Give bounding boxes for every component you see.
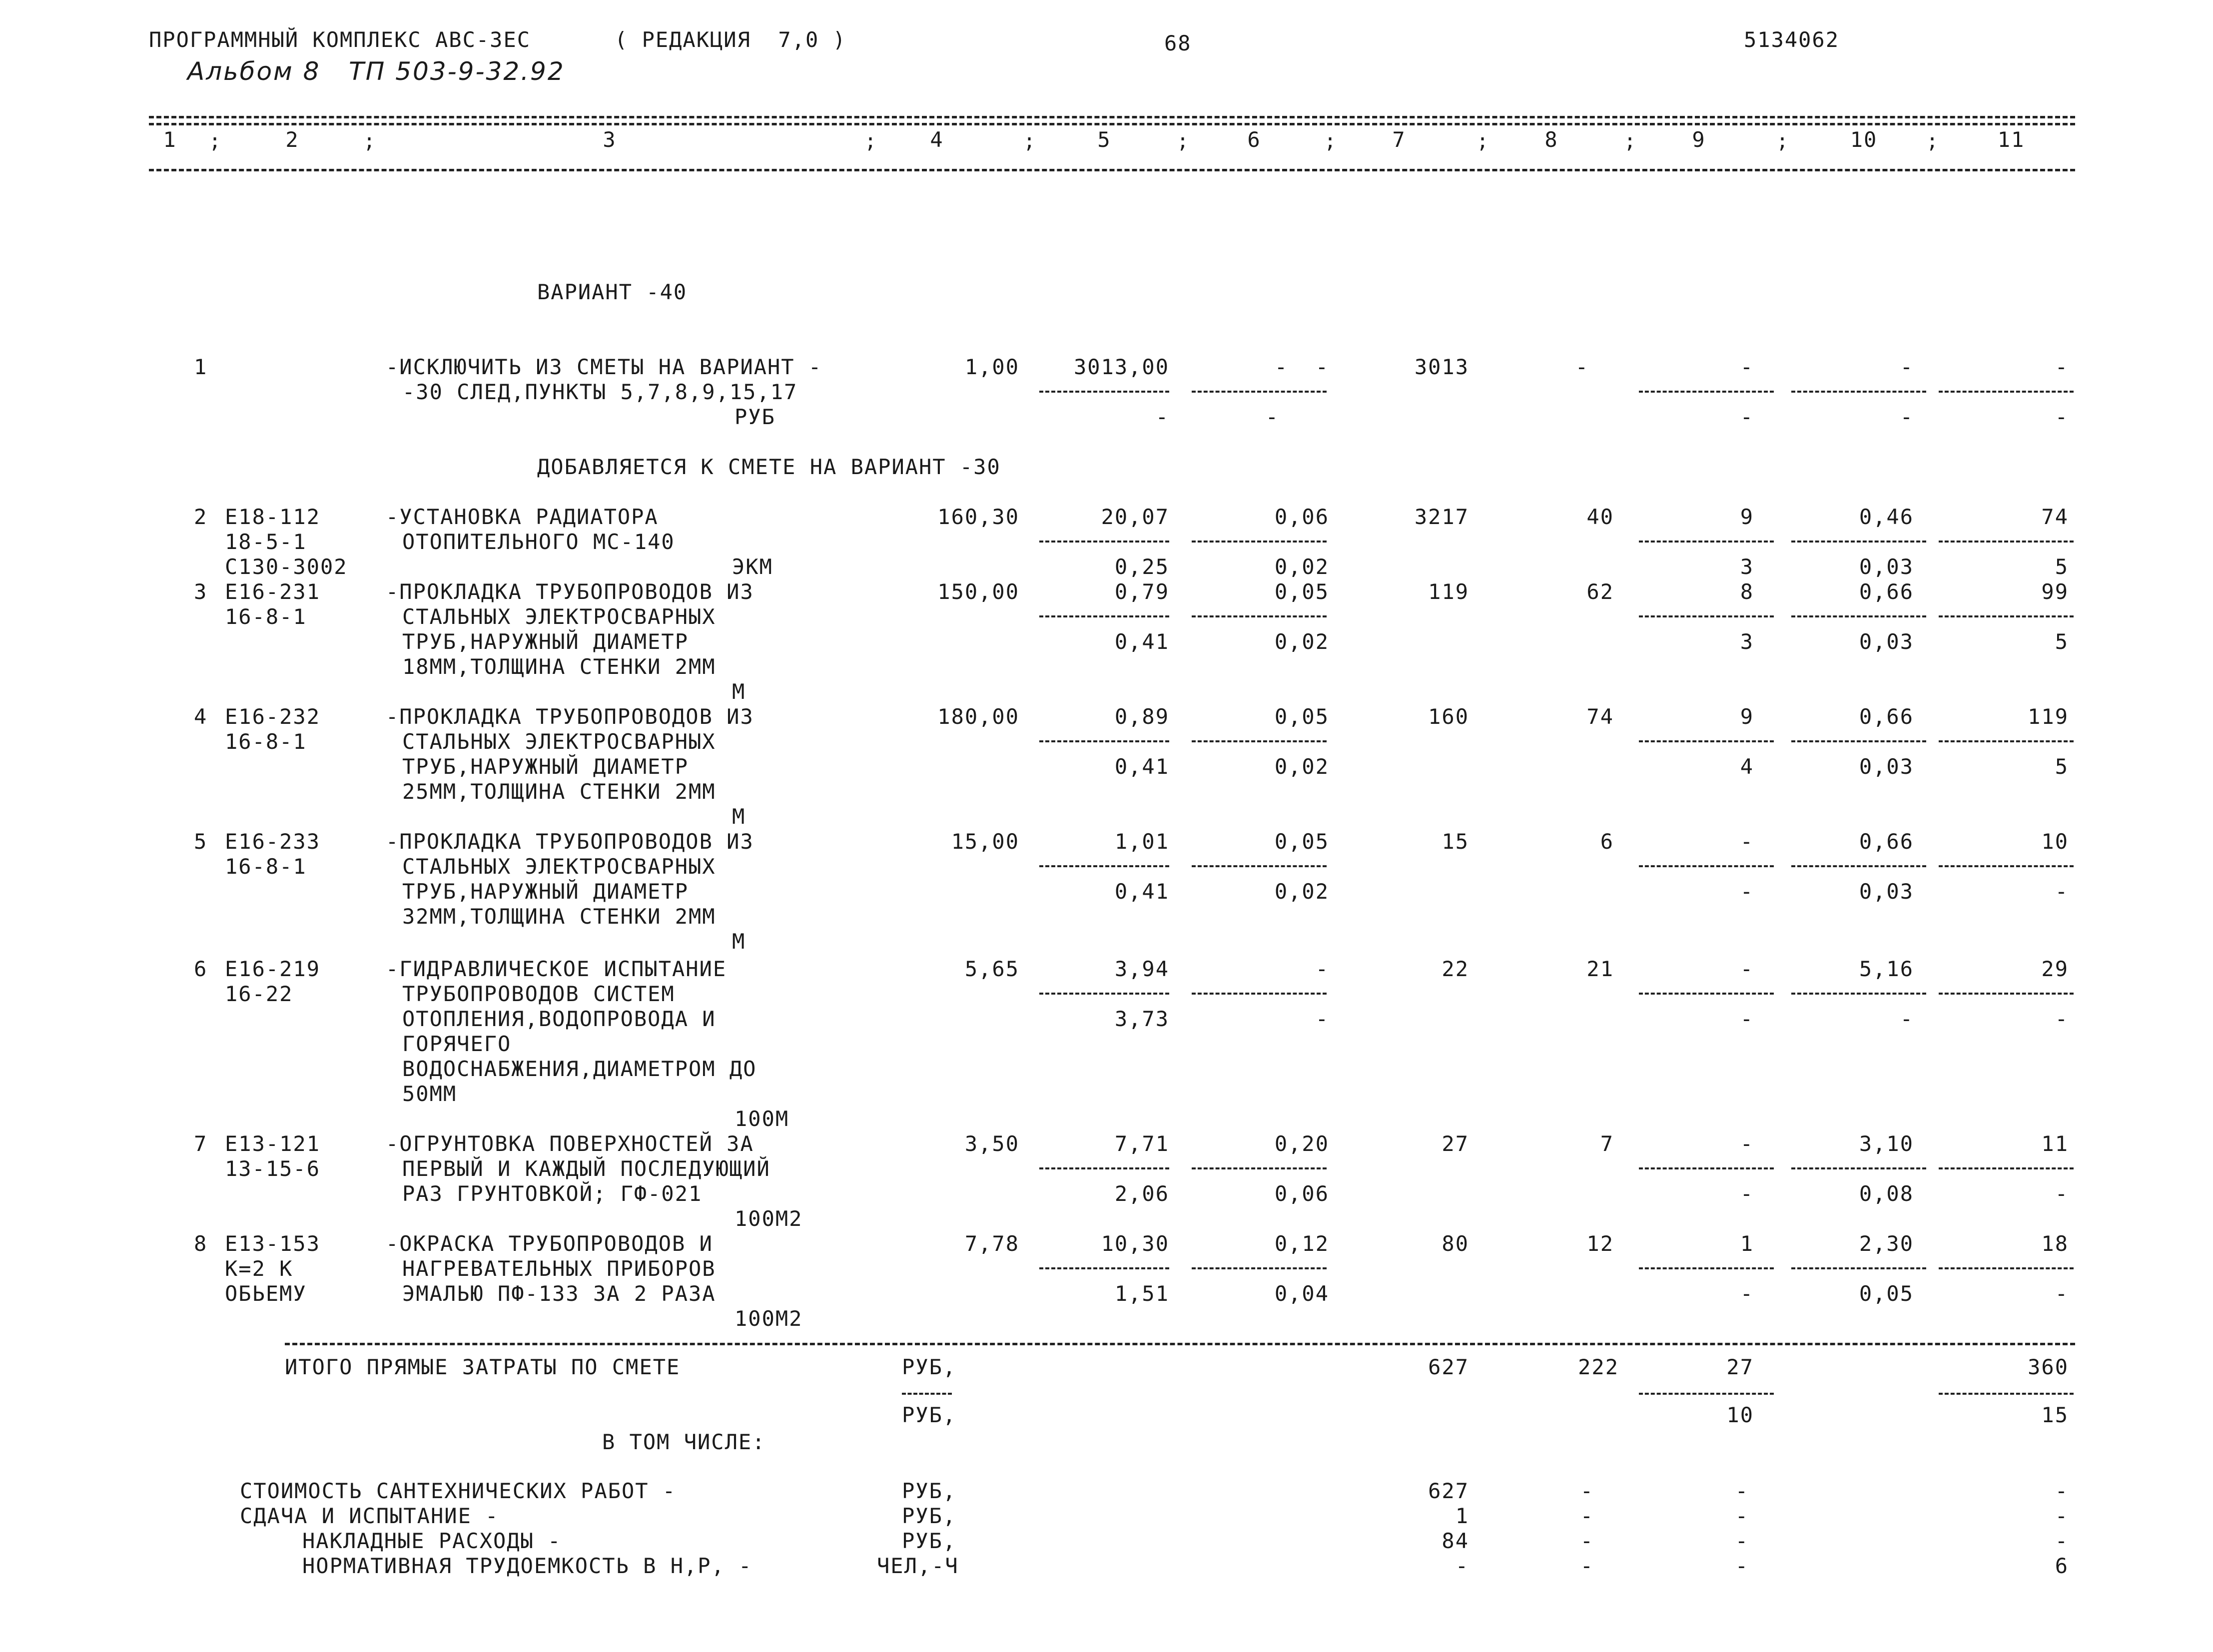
page-number: 68 (1164, 31, 1192, 55)
fraction-line (1192, 993, 1327, 995)
row-description: -ГИДРАВЛИЧЕСКОЕ ИСПЫТАНИЕ (386, 957, 727, 981)
column-header: 6 (1247, 127, 1261, 152)
cell-col4: 1,00 (964, 355, 1019, 379)
totals-label: ИТОГО ПРЯМЫЕ ЗАТРАТЫ ПО СМЕТЕ (285, 1355, 681, 1379)
cell-c6b-sub: - (1315, 1007, 1329, 1031)
cell-c7: 15 (1442, 829, 1469, 854)
fraction-line (1639, 391, 1774, 393)
cell-c11b-sub: - (2055, 1007, 2069, 1031)
cell-c11: 74 (2041, 505, 2069, 529)
fraction-line (1791, 541, 1926, 543)
cell-c6: 0,20 (1274, 1131, 1329, 1156)
fraction-line (1939, 391, 2074, 393)
cell-c11: 11 (2041, 1131, 2069, 1156)
row-description: -30 СЛЕД,ПУНКТЫ 5,7,8,9,15,17 (402, 380, 798, 404)
row-unit: М (732, 679, 746, 704)
header-top-rule-2 (149, 123, 2075, 125)
column-separator: ; (1023, 130, 1037, 153)
row-description: ТРУБ,НАРУЖНЫЙ ДИАМЕТР (402, 879, 689, 904)
column-separator: ; (1624, 130, 1637, 153)
cell-c10: 0,66 (1859, 579, 1914, 604)
fraction-line (1639, 1167, 1774, 1169)
cell-c9b-sub: - (1740, 1181, 1754, 1206)
row-unit: РУБ (735, 405, 775, 429)
column-header: 8 (1544, 127, 1558, 152)
cell-c8: 62 (1586, 579, 1614, 604)
cell-c5: 1,01 (1114, 829, 1169, 854)
row-number: 1 (194, 355, 208, 379)
cell-c6: 0,06 (1274, 505, 1329, 529)
cell-c5b-sub: 0,41 (1114, 754, 1169, 779)
row-description: ТРУБОПРОВОДОВ СИСТЕМ (402, 982, 675, 1006)
row-description: СТАЛЬНЫХ ЭЛЕКТРОСВАРНЫХ (402, 729, 716, 754)
row-description: -ПРОКЛАДКА ТРУБОПРОВОДОВ ИЗ (386, 829, 754, 854)
fraction-line (1639, 615, 1774, 617)
cell-c10b-sub: 0,03 (1859, 754, 1914, 779)
totals-unit: РУБ, (902, 1355, 957, 1379)
row-code: Е16-232 (225, 704, 321, 729)
cell-col9: - (1740, 355, 1754, 379)
cell-c11: 18 (2041, 1231, 2069, 1256)
cell-c11b-sub: 5 (2055, 754, 2069, 779)
row-description: 25ММ,ТОЛЩИНА СТЕНКИ 2ММ (402, 779, 716, 804)
column-separator: ; (1926, 130, 1940, 153)
cell-c10b-sub: - (1900, 1007, 1914, 1031)
fraction-line (1639, 740, 1774, 742)
fraction-line (1192, 1167, 1327, 1169)
including-label: В ТОМ ЧИСЛЕ: (602, 1430, 766, 1454)
cell-c9b-sub: 4 (1740, 754, 1754, 779)
fraction-line (1039, 1167, 1169, 1169)
fraction-line (1939, 1267, 2074, 1269)
row-description: ГОРЯЧЕГО (402, 1032, 512, 1056)
cell-c5b-sub: 3,73 (1114, 1007, 1169, 1031)
cell-col5: 3013,00 (1073, 355, 1169, 379)
cell-col10-sub: - (1900, 405, 1914, 429)
cell-c10b-sub: 0,03 (1859, 879, 1914, 904)
summary-unit: ЧЕЛ,-Ч (877, 1554, 959, 1578)
fraction-line (1039, 865, 1169, 867)
cell-c4: 180,00 (937, 704, 1019, 729)
row-description: 32ММ,ТОЛЩИНА СТЕНКИ 2ММ (402, 904, 716, 929)
row-description: -ОГРУНТОВКА ПОВЕРХНОСТЕЙ ЗА (386, 1131, 754, 1156)
row-number: 6 (194, 957, 208, 981)
cell-c5b-sub: 1,51 (1114, 1281, 1169, 1306)
cell-c5b-sub: 0,25 (1114, 554, 1169, 579)
row-number: 8 (194, 1231, 208, 1256)
cell-col11: - (2055, 355, 2069, 379)
cell-c7: 27 (1442, 1131, 1469, 1156)
cell-c7: 22 (1442, 957, 1469, 981)
totals-col11-sub: 15 (2041, 1403, 2069, 1427)
cell-c8: 74 (1586, 704, 1614, 729)
row-unit: М (732, 804, 746, 829)
cell-c9: - (1740, 1131, 1754, 1156)
cell-c11: 99 (2041, 579, 2069, 604)
cell-c5: 10,30 (1101, 1231, 1169, 1256)
cell-c5: 3,94 (1114, 957, 1169, 981)
cell-c8: 21 (1586, 957, 1614, 981)
row-code: 16-8-1 (225, 729, 307, 754)
cell-col8: - (1575, 355, 1589, 379)
header-top-rule (149, 116, 2075, 118)
summary-col8: - (1580, 1554, 1594, 1578)
row-unit: 100М2 (735, 1306, 803, 1331)
row-number: 4 (194, 704, 208, 729)
fraction-line (1791, 1267, 1926, 1269)
fraction-line (1039, 391, 1169, 393)
fraction-line (902, 1393, 952, 1395)
summary-label: СДАЧА И ИСПЫТАНИЕ - (240, 1504, 499, 1528)
summary-col8: - (1580, 1529, 1594, 1553)
cell-c6b-sub: 0,02 (1274, 554, 1329, 579)
row-description: ПЕРВЫЙ И КАЖДЫЙ ПОСЛЕДУЮЩИЙ (402, 1156, 770, 1181)
column-header: 5 (1097, 127, 1111, 152)
added-section-title: ДОБАВЛЯЕТСЯ К СМЕТЕ НА ВАРИАНТ -30 (537, 455, 1001, 479)
column-separator: ; (1776, 130, 1790, 153)
fraction-line (1939, 1393, 2074, 1395)
cell-c9b-sub: - (1740, 1281, 1754, 1306)
fraction-line (1939, 993, 2074, 995)
fraction-line (1791, 391, 1926, 393)
row-code: Е13-121 (225, 1131, 321, 1156)
cell-c5: 20,07 (1101, 505, 1169, 529)
fraction-line (1039, 615, 1169, 617)
cell-c4: 5,65 (964, 957, 1019, 981)
fraction-line (1039, 993, 1169, 995)
program-title: ПРОГРАММНЫЙ КОМПЛЕКС АВС-ЗЕС (149, 27, 531, 52)
fraction-line (1791, 993, 1926, 995)
row-number: 5 (194, 829, 208, 854)
cell-c11: 119 (2028, 704, 2069, 729)
summary-col8: - (1580, 1504, 1594, 1528)
cell-c10b-sub: 0,03 (1859, 629, 1914, 654)
row-description: 50ММ (402, 1082, 457, 1106)
cell-col6: - - (1274, 355, 1329, 379)
column-header: 9 (1692, 127, 1706, 152)
fraction-line (1639, 1267, 1774, 1269)
row-description: -ИСКЛЮЧИТЬ ИЗ СМЕТЫ НА ВАРИАНТ - (386, 355, 822, 379)
cell-col7: 3013 (1414, 355, 1469, 379)
fraction-line (1039, 1267, 1169, 1269)
row-code: Е18-112 (225, 505, 321, 529)
cell-c4: 160,30 (937, 505, 1019, 529)
cell-col5-sub: - (1155, 405, 1169, 429)
cell-c4: 7,78 (964, 1231, 1019, 1256)
row-description: ВОДОСНАБЖЕНИЯ,ДИАМЕТРОМ ДО (402, 1057, 757, 1081)
column-separator: ; (1476, 130, 1490, 153)
row-description: -ПРОКЛАДКА ТРУБОПРОВОДОВ ИЗ (386, 704, 754, 729)
cell-c4: 3,50 (964, 1131, 1019, 1156)
summary-col11: - (2055, 1504, 2069, 1528)
edition-label: ( РЕДАКЦИЯ 7,0 ) (615, 27, 846, 52)
summary-col7: - (1455, 1554, 1469, 1578)
fraction-line (1192, 1267, 1327, 1269)
cell-c8: 40 (1586, 505, 1614, 529)
fraction-line (1939, 865, 2074, 867)
row-description: РАЗ ГРУНТОВКОЙ; ГФ-021 (402, 1181, 703, 1206)
summary-unit: РУБ, (902, 1504, 957, 1528)
summary-col9: - (1735, 1479, 1749, 1503)
cell-col11-sub: - (2055, 405, 2069, 429)
fraction-line (1639, 541, 1774, 543)
cell-c7: 3217 (1414, 505, 1469, 529)
row-description: -УСТАНОВКА РАДИАТОРА (386, 505, 659, 529)
row-code: 16-8-1 (225, 604, 307, 629)
cell-c9: 1 (1740, 1231, 1754, 1256)
cell-c9b-sub: - (1740, 1007, 1754, 1031)
cell-c9b-sub: 3 (1740, 554, 1754, 579)
row-code: 13-15-6 (225, 1156, 321, 1181)
row-description: ЭМАЛЬЮ ПФ-133 ЗА 2 РАЗА (402, 1281, 716, 1306)
column-header: 3 (603, 127, 617, 152)
row-number: 3 (194, 579, 208, 604)
summary-col8: - (1580, 1479, 1594, 1503)
cell-c9: - (1740, 957, 1754, 981)
cell-c10: 2,30 (1859, 1231, 1914, 1256)
album-label: Альбом 8 ТП 503-9-32.92 (187, 57, 565, 86)
column-separator: ; (1177, 130, 1190, 153)
cell-c5: 0,79 (1114, 579, 1169, 604)
row-number: 7 (194, 1131, 208, 1156)
cell-c9: - (1740, 829, 1754, 854)
summary-unit: РУБ, (902, 1529, 957, 1553)
cell-c6b-sub: 0,04 (1274, 1281, 1329, 1306)
row-unit: М (732, 929, 746, 954)
cell-c6b-sub: 0,06 (1274, 1181, 1329, 1206)
cell-c9: 9 (1740, 704, 1754, 729)
fraction-line (1639, 993, 1774, 995)
summary-col11: 6 (2055, 1554, 2069, 1578)
fraction-line (1192, 740, 1327, 742)
fraction-line (1192, 391, 1327, 393)
cell-c8: 6 (1600, 829, 1614, 854)
row-unit: 100М (735, 1106, 789, 1131)
row-code: С130-3002 (225, 554, 348, 579)
cell-c10b-sub: 0,05 (1859, 1281, 1914, 1306)
cell-c9: 8 (1740, 579, 1754, 604)
cell-c10: 3,10 (1859, 1131, 1914, 1156)
cell-c7: 119 (1428, 579, 1469, 604)
column-separator: ; (1324, 130, 1338, 153)
row-number: 2 (194, 505, 208, 529)
totals-rule (285, 1343, 2075, 1345)
cell-c10: 5,16 (1859, 957, 1914, 981)
column-separator: ; (363, 130, 377, 153)
row-description: ОТОПИТЕЛЬНОГО МС-140 (402, 530, 675, 554)
totals-col9: 27 (1726, 1355, 1754, 1379)
row-description: СТАЛЬНЫХ ЭЛЕКТРОСВАРНЫХ (402, 604, 716, 629)
cell-c9: 9 (1740, 505, 1754, 529)
column-header: 11 (1997, 127, 2025, 152)
fraction-line (1039, 740, 1169, 742)
summary-col7: 627 (1428, 1479, 1469, 1503)
document-code: 5134062 (1744, 27, 1840, 52)
row-description: ТРУБ,НАРУЖНЫЙ ДИАМЕТР (402, 629, 689, 654)
row-description: СТАЛЬНЫХ ЭЛЕКТРОСВАРНЫХ (402, 854, 716, 879)
cell-c6b-sub: 0,02 (1274, 754, 1329, 779)
fraction-line (1192, 615, 1327, 617)
cell-c11b-sub: 5 (2055, 629, 2069, 654)
fraction-line (1791, 1167, 1926, 1169)
cell-c11b-sub: 5 (2055, 554, 2069, 579)
cell-c10b-sub: 0,08 (1859, 1181, 1914, 1206)
row-code: Е16-231 (225, 579, 321, 604)
cell-c6: 0,12 (1274, 1231, 1329, 1256)
summary-col9: - (1735, 1504, 1749, 1528)
column-header: 2 (285, 127, 299, 152)
cell-c11: 10 (2041, 829, 2069, 854)
cell-c5b-sub: 2,06 (1114, 1181, 1169, 1206)
cell-col9-sub: - (1740, 405, 1754, 429)
row-code: Е16-219 (225, 957, 321, 981)
fraction-line (1192, 541, 1327, 543)
cell-c8: 7 (1600, 1131, 1614, 1156)
summary-col11: - (2055, 1479, 2069, 1503)
cell-c9b-sub: 3 (1740, 629, 1754, 654)
cell-c4: 15,00 (951, 829, 1019, 854)
summary-col9: - (1735, 1554, 1749, 1578)
cell-c11: 29 (2041, 957, 2069, 981)
cell-c8: 12 (1586, 1231, 1614, 1256)
row-code: Е16-233 (225, 829, 321, 854)
row-code: 16-8-1 (225, 854, 307, 879)
cell-col10: - (1900, 355, 1914, 379)
fraction-line (1192, 865, 1327, 867)
column-header: 7 (1392, 127, 1406, 152)
row-code: ОБЬЕМУ (225, 1281, 307, 1306)
cell-c6b-sub: 0,02 (1274, 629, 1329, 654)
row-description: 18ММ,ТОЛЩИНА СТЕНКИ 2ММ (402, 654, 716, 679)
cell-c7: 160 (1428, 704, 1469, 729)
cell-c6: - (1315, 957, 1329, 981)
fraction-line (1791, 740, 1926, 742)
cell-c5b-sub: 0,41 (1114, 629, 1169, 654)
cell-c11b-sub: - (2055, 1281, 2069, 1306)
fraction-line (1939, 541, 2074, 543)
variant-title: ВАРИАНТ -40 (537, 280, 688, 304)
column-separator: ; (864, 130, 878, 153)
totals-col7: 627 (1428, 1355, 1469, 1379)
cell-col6-sub: - (1265, 405, 1279, 429)
fraction-line (1939, 740, 2074, 742)
fraction-line (1639, 1393, 1774, 1395)
row-description: ОТОПЛЕНИЯ,ВОДОПРОВОДА И (402, 1007, 716, 1031)
row-code: Е13-153 (225, 1231, 321, 1256)
cell-c10b-sub: 0,03 (1859, 554, 1914, 579)
row-description: -ОКРАСКА ТРУБОПРОВОДОВ И (386, 1231, 713, 1256)
cell-c6b-sub: 0,02 (1274, 879, 1329, 904)
column-header: 10 (1850, 127, 1878, 152)
row-code: 18-5-1 (225, 530, 307, 554)
summary-label: НОРМАТИВНАЯ ТРУДОЕМКОСТЬ В Н,Р, - (302, 1554, 752, 1578)
cell-c6: 0,05 (1274, 829, 1329, 854)
row-description: -ПРОКЛАДКА ТРУБОПРОВОДОВ ИЗ (386, 579, 754, 604)
header-bottom-rule (149, 169, 2075, 171)
summary-unit: РУБ, (902, 1479, 957, 1503)
summary-col7: 1 (1455, 1504, 1469, 1528)
summary-col7: 84 (1442, 1529, 1469, 1553)
summary-label: СТОИМОСТЬ САНТЕХНИЧЕСКИХ РАБОТ - (240, 1479, 677, 1503)
row-description: НАГРЕВАТЕЛЬНЫХ ПРИБОРОВ (402, 1256, 716, 1281)
fraction-line (1939, 1167, 2074, 1169)
cell-c5: 7,71 (1114, 1131, 1169, 1156)
cell-c9b-sub: - (1740, 879, 1754, 904)
row-description: ТРУБ,НАРУЖНЫЙ ДИАМЕТР (402, 754, 689, 779)
row-unit: 100М2 (735, 1206, 803, 1231)
summary-col9: - (1735, 1529, 1749, 1553)
cell-c4: 150,00 (937, 579, 1019, 604)
cell-c6: 0,05 (1274, 579, 1329, 604)
totals-unit-sub: РУБ, (902, 1403, 957, 1427)
fraction-line (1639, 865, 1774, 867)
row-unit: ЭКМ (732, 554, 773, 579)
fraction-line (1039, 541, 1169, 543)
column-header: 4 (930, 127, 944, 152)
cell-c6: 0,05 (1274, 704, 1329, 729)
cell-c10: 0,66 (1859, 829, 1914, 854)
totals-col8: 222 (1578, 1355, 1619, 1379)
cell-c10: 0,66 (1859, 704, 1914, 729)
fraction-line (1791, 865, 1926, 867)
column-separator: ; (209, 130, 222, 153)
column-header: 1 (163, 127, 177, 152)
cell-c7: 80 (1442, 1231, 1469, 1256)
cell-c10: 0,46 (1859, 505, 1914, 529)
cell-c5b-sub: 0,41 (1114, 879, 1169, 904)
totals-col11: 360 (2028, 1355, 2069, 1379)
cell-c5: 0,89 (1114, 704, 1169, 729)
summary-col11: - (2055, 1529, 2069, 1553)
summary-label: НАКЛАДНЫЕ РАСХОДЫ - (302, 1529, 562, 1553)
totals-col9-sub: 10 (1726, 1403, 1754, 1427)
row-code: К=2 К (225, 1256, 293, 1281)
fraction-line (1939, 615, 2074, 617)
cell-c11b-sub: - (2055, 1181, 2069, 1206)
row-code: 16-22 (225, 982, 293, 1006)
cell-c11b-sub: - (2055, 879, 2069, 904)
fraction-line (1791, 615, 1926, 617)
